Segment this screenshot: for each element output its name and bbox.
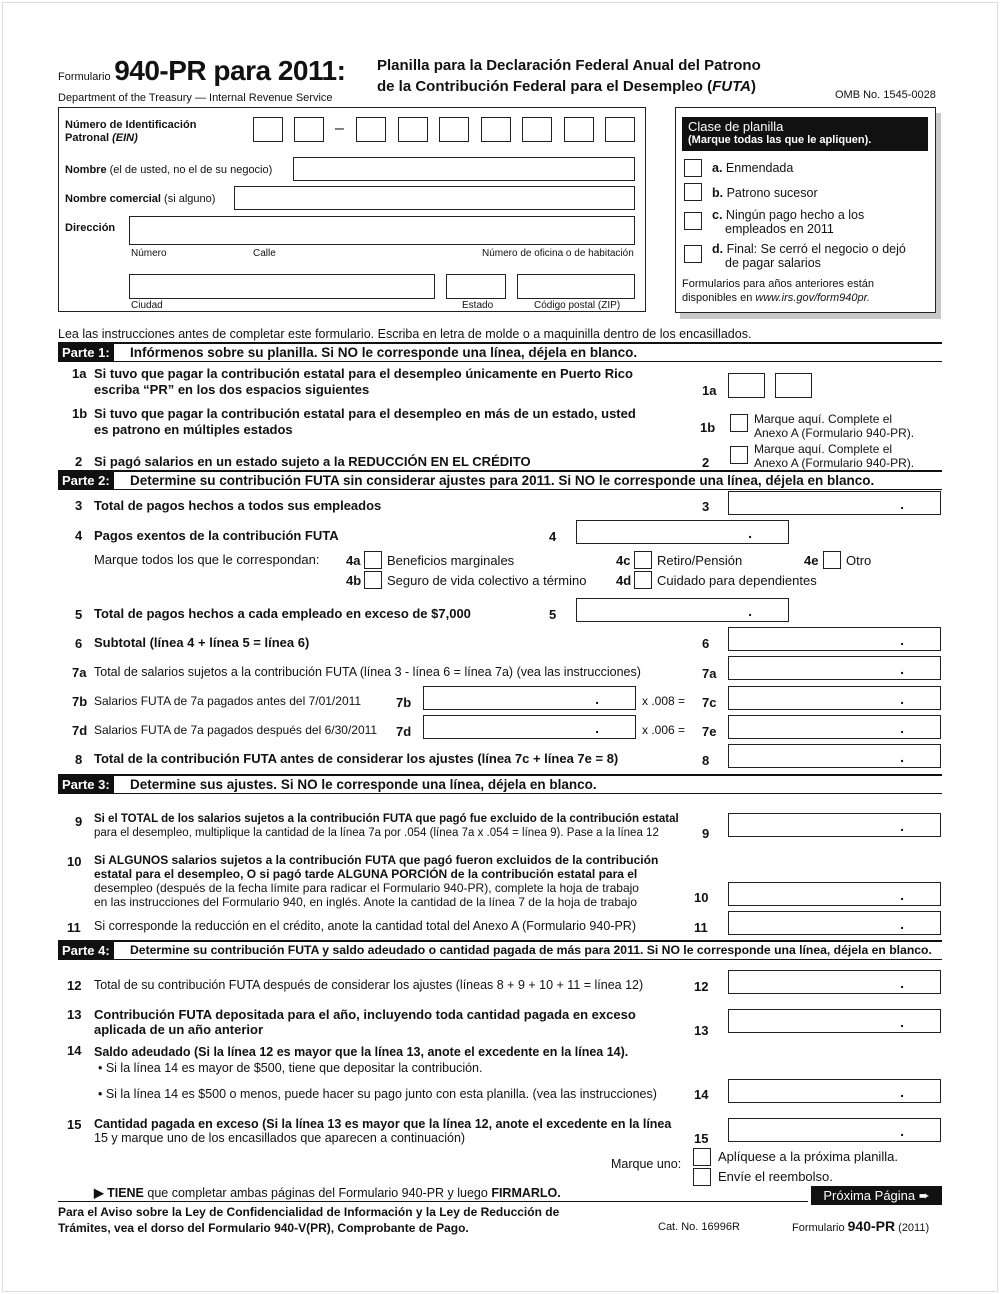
nombre-field[interactable] <box>293 157 635 181</box>
ciudad-field[interactable] <box>129 274 435 299</box>
line-4c-checkbox[interactable] <box>634 551 652 569</box>
cat-number: Cat. No. 16996R <box>658 1221 740 1233</box>
line-11-ref: 11 <box>694 920 708 935</box>
line-3-number: 3 <box>75 498 83 513</box>
line-10-ref: 10 <box>694 890 709 905</box>
ein-digit-1[interactable] <box>253 117 283 142</box>
line-7d-amount[interactable]: . <box>423 715 636 739</box>
oficina-caption: Número de oficina o de habitación <box>482 248 634 259</box>
calle-caption: Calle <box>253 248 276 259</box>
line-4b-text: Seguro de vida colectivo a término <box>387 573 587 588</box>
line-6-text: Subtotal (línea 4 + línea 5 = línea 6) <box>94 635 310 650</box>
line-1b-ref: 1b <box>700 420 716 435</box>
line-11-text: Si corresponde la reducción en el crédito, anote la cantidad total del Anexo A (Formulario 940-PR) <box>94 919 636 933</box>
line-1a-state-1[interactable] <box>728 373 765 398</box>
form-footer-id: Formulario 940-PR (2011) <box>792 1218 930 1234</box>
line-2-checkbox[interactable] <box>730 446 748 464</box>
line-4d-checkbox[interactable] <box>634 571 652 589</box>
line-4-amount[interactable]: . <box>576 520 789 544</box>
line-4c-text: Retiro/Pensión <box>657 553 743 568</box>
line-7a-ref: 7a <box>702 666 717 681</box>
title-line-1: Planilla para la Declaración Federal Anual del Patrono <box>377 57 761 74</box>
line-7c-amount[interactable]: . <box>728 686 941 710</box>
line-7b-amount[interactable]: . <box>423 686 636 710</box>
ein-digit-6[interactable] <box>481 117 511 142</box>
line-11-number: 11 <box>67 920 81 935</box>
line-2-number: 2 <box>75 454 83 469</box>
line-6-amount[interactable]: . <box>728 627 941 651</box>
estado-caption: Estado <box>462 300 494 311</box>
line-2-text: Si pagó salarios en un estado sujeto a la REDUCCIÓN EN EL CRÉDITO <box>94 454 531 469</box>
line-1a-ref: 1a <box>702 383 717 398</box>
clase-b-checkbox[interactable] <box>684 183 702 201</box>
line-7d-number: 7d <box>72 723 88 738</box>
line-3-amount[interactable]: . <box>728 491 941 515</box>
ein-dash: – <box>335 120 344 137</box>
line-8-amount[interactable]: . <box>728 744 941 768</box>
numero-caption: Número <box>131 248 167 259</box>
line-4e-number: 4e <box>804 553 819 568</box>
line-12-text: Total de su contribución FUTA después de considerar los ajustes (líneas 8 + 9 + 10 + 11 = línea 12) <box>94 978 644 992</box>
line-7d-multiplier: x .006 = <box>642 723 686 737</box>
apply-next-label: Aplíquese a la próxima planilla. <box>718 1149 898 1164</box>
direccion-field[interactable] <box>129 216 635 245</box>
line-1b-text: Si tuvo que pagar la contribución estatal para el desempleo en más de un estado, usted es patrono en múltiples estados <box>94 406 636 437</box>
direccion-label: Dirección <box>65 222 116 234</box>
line-7e-ref: 7e <box>702 724 717 739</box>
refund-checkbox[interactable] <box>693 1168 711 1186</box>
line-4e-text: Otro <box>846 553 872 568</box>
line-12-amount[interactable]: . <box>728 970 941 994</box>
line-7b-ref: 7b <box>396 695 412 710</box>
comercial-label: Nombre comercial (si alguno) <box>65 193 216 205</box>
line-14-amount[interactable]: . <box>728 1079 941 1103</box>
line-7c-ref: 7c <box>702 695 717 710</box>
line-9-number: 9 <box>75 814 83 829</box>
line-12-number: 12 <box>67 978 82 993</box>
tiene-note: ▶ TIENE que completar ambas páginas del Formulario 940-PR y luego FIRMARLO. <box>94 1186 561 1200</box>
line-7b-text: Salarios FUTA de 7a pagados antes del 7/01/2011 <box>94 694 362 708</box>
part3-header: Parte 3: Determine sus ajustes. Si NO le corresponde una línea, déjela en blanco. <box>58 774 942 794</box>
line-4c-number: 4c <box>616 553 631 568</box>
line-13-amount[interactable]: . <box>728 1009 941 1033</box>
line-5-number: 5 <box>75 607 83 622</box>
part1-header: Parte 1: Infórmenos sobre su planilla. Si NO le corresponde una línea, déjela en blanco. <box>58 342 942 362</box>
line-10-text: Si ALGUNOS salarios sujetos a la contribución FUTA que pagó fueron excluidos de la contribución estatal para el desempleo, O si pagó tarde ALGUNA PORCIÓN de la contribución estatal para el desempleo (después de la fecha límite para radicar el Formulario 940-PR), complete la hoja de trabajo en las instrucciones del Formulario 940, en inglés. Anote la cantidad de la línea 7 de la hoja de trabajo <box>94 853 659 909</box>
clase-header: Clase de planilla (Marque todas las que le apliquen). <box>682 117 928 151</box>
line-1b-checkbox[interactable] <box>730 414 748 432</box>
line-7b-number: 7b <box>72 694 88 709</box>
line-7a-number: 7a <box>72 665 87 680</box>
line-10-number: 10 <box>67 854 82 869</box>
line-15-text: Cantidad pagada en exceso (Si la línea 13 es mayor que la línea 12, anote el excedente en la línea 15 y marque uno de los encasillados que aparecen a continuación) <box>94 1117 672 1145</box>
ein-digit-4[interactable] <box>398 117 428 142</box>
line-6-number: 6 <box>75 636 83 651</box>
omb-number: OMB No. 1545-0028 <box>835 89 936 101</box>
line-11-amount[interactable]: . <box>728 911 941 935</box>
line-1b-check-label: Marque aquí. Complete el Anexo A (Formulario 940-PR). <box>754 412 915 440</box>
line-4-number: 4 <box>75 528 83 543</box>
line-15-ref: 15 <box>694 1131 709 1146</box>
line-15-amount[interactable]: . <box>728 1118 941 1142</box>
line-5-ref: 5 <box>549 607 557 622</box>
line-5-text: Total de pagos hechos a cada empleado en exceso de $7,000 <box>94 606 471 621</box>
part4-header: Parte 4: Determine su contribución FUTA y saldo adeudado o cantidad pagada de más para 2011. Si NO le corresponde una línea, déjela en blanco. <box>58 940 942 960</box>
line-15-number: 15 <box>67 1117 82 1132</box>
line-7d-text: Salarios FUTA de 7a pagados después del 6/30/2011 <box>94 723 378 737</box>
postal-field[interactable] <box>517 274 635 299</box>
part2-header: Parte 2: Determine su contribución FUTA sin considerar ajustes para 2011. Si NO le corresponde una línea, déjela en blanco. <box>58 470 942 490</box>
department: Department of the Treasury — Internal Revenue Service <box>58 92 333 104</box>
line-6-ref: 6 <box>702 636 710 651</box>
line-1a-number: 1a <box>72 366 87 381</box>
line-13-number: 13 <box>67 1007 82 1022</box>
clase-a-checkbox[interactable] <box>684 159 702 177</box>
marque-uno-label: Marque uno: <box>611 1157 682 1171</box>
formulario-label: Formulario <box>58 71 111 83</box>
line-4d-text: Cuidado para dependientes <box>657 573 817 588</box>
clase-note: Formularios para años anteriores están disponibles en www.irs.gov/form940pr. <box>682 278 874 304</box>
ein-digit-9[interactable] <box>605 117 635 142</box>
aviso-text: Para el Aviso sobre la Ley de Confidencialidad de Información y la Ley de Reducción de Trámites, vea el dorso del Formulario 940-V(PR), Comprobante de Pago. <box>58 1205 560 1235</box>
instructions-text: Lea las instrucciones antes de completar este formulario. Escriba en letra de molde o a maquinilla dentro de los encasillados. <box>58 327 752 341</box>
nombre-label: Nombre (el de usted, no el de su negocio) <box>65 164 273 176</box>
line-4a-text: Beneficios marginales <box>387 553 515 568</box>
line-4e-checkbox[interactable] <box>823 551 841 569</box>
ein-label: Número de Identificación Patronal (EIN) <box>65 119 197 144</box>
line-4b-checkbox[interactable] <box>364 571 382 589</box>
refund-label: Envíe el reembolso. <box>718 1169 833 1184</box>
line-8-ref: 8 <box>702 753 710 768</box>
clase-d-checkbox[interactable] <box>684 245 702 263</box>
form-name: 940-PR para 2011: <box>114 55 346 86</box>
line-3-ref: 3 <box>702 499 710 514</box>
line-7e-amount[interactable]: . <box>728 715 941 739</box>
line-4d-number: 4d <box>616 573 632 588</box>
postal-caption: Código postal (ZIP) <box>534 300 621 311</box>
line-13-ref: 13 <box>694 1023 709 1038</box>
line-9-text: Si el TOTAL de los salarios sujetos a la contribución FUTA que pagó fue excluido de la contribución estatal para el desempleo, multiplique la cantidad de la línea 7a por .054 (línea 7a x .054 = línea 9). Pase a la línea 12 <box>94 813 679 839</box>
line-14-number: 14 <box>67 1043 82 1058</box>
clase-b-label: b. Patrono sucesor <box>712 186 818 200</box>
line-3-text: Total de pagos hechos a todos sus empleados <box>94 498 382 513</box>
line-9-amount[interactable]: . <box>728 813 941 837</box>
next-page-button[interactable]: Próxima Página ➨ <box>811 1186 942 1205</box>
clase-c-label: c. Ningún pago hecho a los empleados en 2011 <box>712 208 865 236</box>
ciudad-caption: Ciudad <box>131 300 163 311</box>
clase-a-label: a. Enmendada <box>712 161 794 175</box>
line-8-number: 8 <box>75 752 83 767</box>
comercial-field[interactable] <box>234 186 635 210</box>
line-5-amount[interactable]: . <box>576 598 789 622</box>
line-7d-ref: 7d <box>396 724 412 739</box>
clase-d-label: d. Final: Se cerró el negocio o dejó de pagar salarios <box>712 242 906 270</box>
ein-digit-8[interactable] <box>564 117 594 142</box>
line-2-check-label: Marque aquí. Complete el Anexo A (Formulario 940-PR). <box>754 442 915 470</box>
line-1a-state-2[interactable] <box>775 373 812 398</box>
line-4a-checkbox[interactable] <box>364 551 382 569</box>
line-14-ref: 14 <box>694 1087 709 1102</box>
line-4a-number: 4a <box>346 553 361 568</box>
line-7a-text: Total de salarios sujetos a la contribución FUTA (línea 3 - línea 6 = línea 7a) (vea las instrucciones) <box>94 665 641 679</box>
form-title-block <box>58 55 345 87</box>
line-4b-number: 4b <box>346 573 362 588</box>
line-10-amount[interactable]: . <box>728 882 941 906</box>
title-line-2: de la Contribución Federal para el Desempleo (FUTA) <box>377 78 756 95</box>
estado-field[interactable] <box>446 274 506 299</box>
line-7b-multiplier: x .008 = <box>642 694 686 708</box>
ein-digit-5[interactable] <box>439 117 469 142</box>
line-1a-text: Si tuvo que pagar la contribución estatal para el desempleo únicamente en Puerto Rico escriba “PR” en los dos espacios siguientes <box>94 366 633 397</box>
line-1b-number: 1b <box>72 406 88 421</box>
apply-next-checkbox[interactable] <box>693 1148 711 1166</box>
line-12-ref: 12 <box>694 979 709 994</box>
line-4-marque: Marque todos los que le correspondan: <box>94 552 320 567</box>
line-2-ref: 2 <box>702 455 710 470</box>
clase-c-checkbox[interactable] <box>684 212 702 230</box>
ein-digit-7[interactable] <box>522 117 552 142</box>
line-9-ref: 9 <box>702 826 710 841</box>
line-8-text: Total de la contribución FUTA antes de considerar los ajustes (línea 7c + línea 7e = 8) <box>94 751 619 766</box>
line-13-text: Contribución FUTA depositada para el año, incluyendo toda cantidad pagada en exceso aplicada de un año anterior <box>94 1007 636 1037</box>
line-7a-amount[interactable]: . <box>728 656 941 680</box>
line-14-text: Saldo adeudado (Si la línea 12 es mayor que la línea 13, anote el excedente en la línea 14). • Si la línea 14 es mayor de $500, tiene que depositar la contribución. • Si la línea 14 es $500 o menos, puede hacer su pago junto con esta planilla. (vea las instrucciones) <box>94 1045 657 1101</box>
line-4-ref: 4 <box>549 529 557 544</box>
ein-digit-2[interactable] <box>294 117 324 142</box>
ein-digit-3[interactable] <box>356 117 386 142</box>
line-4-text: Pagos exentos de la contribución FUTA <box>94 528 339 543</box>
